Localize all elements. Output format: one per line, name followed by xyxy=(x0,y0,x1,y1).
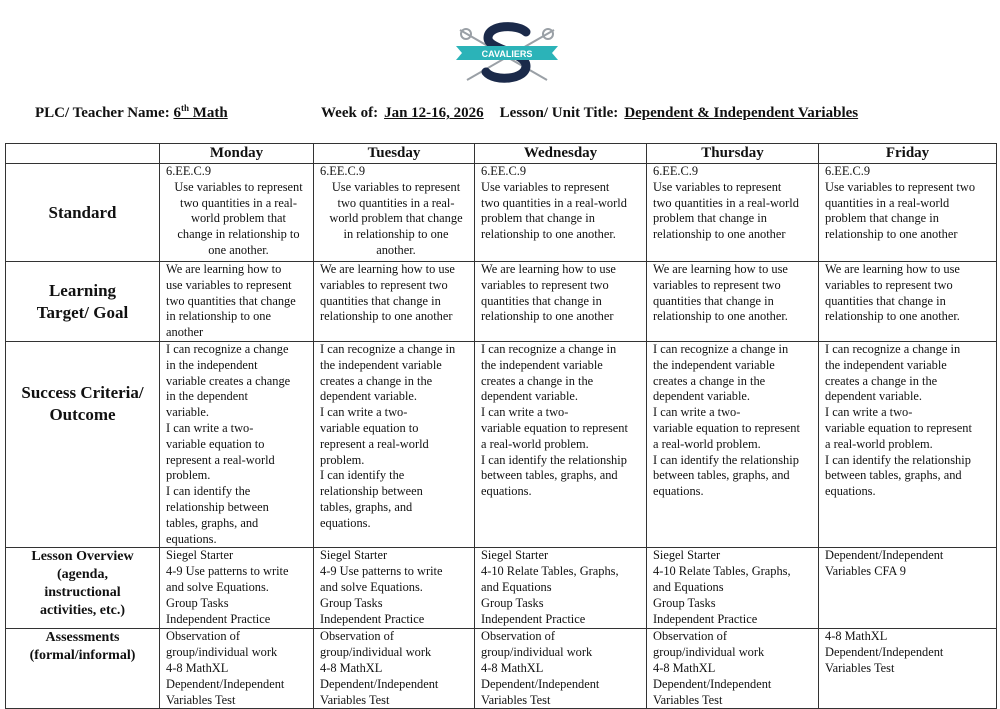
table-cell: 4-8 MathXL Dependent/Independent Variables Test xyxy=(819,629,997,709)
row-assessments xyxy=(6,629,997,709)
lesson-plan-table xyxy=(5,143,997,709)
table-cell: Siegel Starter 4-9 Use patterns to write and solve Equations. Group Tasks Independent Practice xyxy=(314,548,475,629)
table-cell: Observation of group/individual work 4-8 MathXL Dependent/Independent Variables Test xyxy=(314,629,475,709)
table-cell: Observation of group/individual work 4-8 MathXL Dependent/Independent Variables Test xyxy=(647,629,819,709)
corner-cell xyxy=(6,144,160,164)
row-label: Success Criteria/ Outcome xyxy=(6,342,160,548)
table-cell: We are learning how to use variables to represent two quantities that change in relationship to one another xyxy=(475,262,647,342)
cavaliers-logo xyxy=(452,22,562,84)
row-label: Standard xyxy=(6,164,160,262)
table-cell: Siegel Starter 4-10 Relate Tables, Graphs, and Equations Group Tasks Independent Practice xyxy=(647,548,819,629)
table-cell: I can recognize a change in the independent variable creates a change in the dependent variable. I can write a two- variable equation to represent a real-world problem. I can identify the relationship between tables, graphs, and equations. xyxy=(819,342,997,548)
row-lesson-overview xyxy=(6,548,997,629)
day-header: Tuesday xyxy=(314,144,475,164)
table-cell: I can recognize a change in the independent variable creates a change in the dependent variable. I can write a two- variable equation to represent a real-world problem. I can identify the relationship between tables, graphs, and equations. xyxy=(314,342,475,548)
table-cell: Siegel Starter 4-10 Relate Tables, Graphs, and Equations Group Tasks Independent Practice xyxy=(475,548,647,629)
table-cell: We are learning how to use variables to represent two quantities that change in relationship to one another. xyxy=(819,262,997,342)
teacher-group xyxy=(35,103,321,122)
table-cell: 6.EE.C.9 Use variables to represent two quantities in a real-world problem that change in relationship to one another xyxy=(647,164,819,262)
row-label: Lesson Overview (agenda, instructional activities, etc.) xyxy=(6,548,160,629)
table-cell: We are learning how to use variables to represent two quantities that change in relationship to one another. xyxy=(647,262,819,342)
day-header: Friday xyxy=(819,144,997,164)
row-standard xyxy=(6,164,997,262)
table-cell: We are learning how to use variables to represent two quantities that change in relationship to one another xyxy=(160,262,314,342)
day-header: Wednesday xyxy=(475,144,647,164)
row-success-criteria xyxy=(6,342,997,548)
table-cell: 6.EE.C.9 Use variables to represent two quantities in a real- world problem that change in relationship to one another. xyxy=(314,164,475,262)
lesson-plan-header xyxy=(35,103,1000,122)
svg-text:CAVALIERS: CAVALIERS xyxy=(481,49,533,59)
row-label: Learning Target/ Goal xyxy=(6,262,160,342)
day-header: Monday xyxy=(160,144,314,164)
table-cell: Siegel Starter 4-9 Use patterns to write and solve Equations. Group Tasks Independent Practice xyxy=(160,548,314,629)
table-cell: Observation of group/individual work 4-8 MathXL Dependent/Independent Variables Test xyxy=(160,629,314,709)
week-value: Jan 12-16, 2026 xyxy=(384,105,484,121)
unit-value: Dependent & Independent Variables xyxy=(624,105,859,121)
row-label: Assessments (formal/informal) xyxy=(6,629,160,709)
table-cell: I can recognize a change in the independent variable creates a change in the dependent variable. I can write a two- variable equation to represent a real-world problem. I can identify the relationship between tables, graphs, and equations. xyxy=(160,342,314,548)
table-cell: Dependent/Independent Variables CFA 9 xyxy=(819,548,997,629)
table-cell: 6.EE.C.9 Use variables to represent two quantities in a real-world problem that change in relationship to one another. xyxy=(475,164,647,262)
table-cell: We are learning how to use variables to represent two quantities that change in relationship to one another xyxy=(314,262,475,342)
teacher-label: PLC/ Teacher Name: xyxy=(35,105,170,121)
table-cell: I can recognize a change in the independent variable creates a change in the dependent variable. I can write a two- variable equation to represent a real-world problem. I can identify the relationship between tables, graphs, and equations. xyxy=(475,342,647,548)
row-learning-target xyxy=(6,262,997,342)
table-cell: I can recognize a change in the independent variable creates a change in the dependent variable. I can write a two- variable equation to represent a real-world problem. I can identify the relationship between tables, graphs, and equations. xyxy=(647,342,819,548)
week-label: Week of: xyxy=(321,105,379,121)
unit-label: Lesson/ Unit Title: xyxy=(499,105,619,121)
table-cell: 6.EE.C.9 Use variables to represent two quantities in a real- world problem that change in relationship to one another. xyxy=(160,164,314,262)
day-header-row xyxy=(6,144,997,164)
table-cell: Observation of group/individual work 4-8 MathXL Dependent/Independent Variables Test xyxy=(475,629,647,709)
teacher-value: 6th Math xyxy=(173,103,228,121)
day-header: Thursday xyxy=(647,144,819,164)
table-cell: 6.EE.C.9 Use variables to represent two quantities in a real-world problem that change in relationship to one another xyxy=(819,164,997,262)
